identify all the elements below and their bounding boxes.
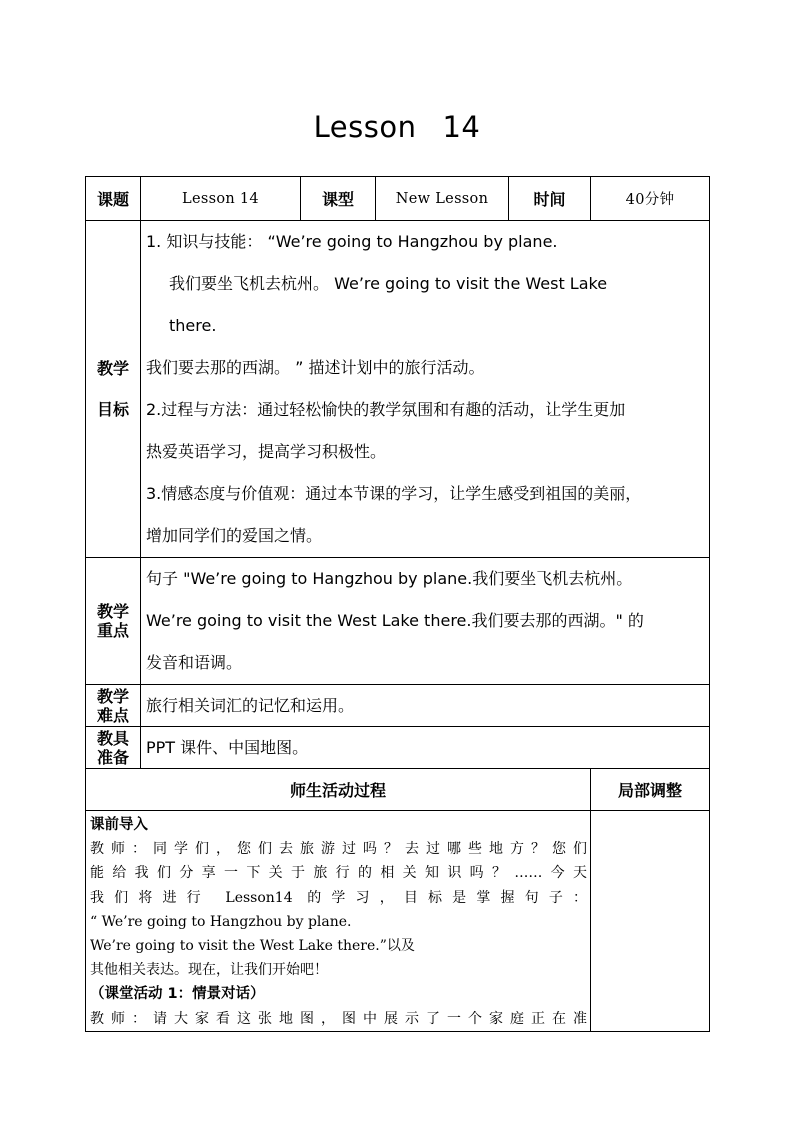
objectives-content (141, 221, 710, 558)
process-header-row (86, 769, 710, 811)
process-line-6: 其他相关表达。现在，让我们开始吧！ (90, 962, 328, 979)
process-header: 师生活动过程 (86, 769, 591, 811)
materials-text: PPT 课件、中国地图。 (141, 727, 710, 769)
lesson-plan-table (85, 176, 710, 1032)
objectives-line-3: there. (169, 316, 217, 335)
key-points-label-2: 重点 (96, 621, 129, 640)
process-heading: 课前导入 (90, 817, 148, 833)
title-word: Lesson (313, 110, 417, 144)
process-content (86, 811, 591, 1032)
objectives-line-5: 2.过程与方法：通过轻松愉快的教学氛围和有趣的活动，让学生更加 (146, 400, 626, 419)
type-value: New Lesson (376, 177, 509, 221)
objectives-label (86, 221, 141, 558)
key-points-label (86, 558, 141, 685)
objectives-line-6: 热爱英语学习，提高学习积极性。 (146, 442, 387, 461)
process-row (86, 811, 710, 1032)
materials-row (86, 727, 710, 769)
key-points-line-2: We’re going to visit the West Lake there.我们要去那的西湖。" 的 (146, 611, 644, 630)
process-line-7: 教师：请大家看这张地图，图中展示了一个家庭正在准 (90, 1010, 587, 1027)
process-line-5: We’re going to visit the West Lake there.”以及 (90, 938, 415, 955)
process-line-1: 教师：同学们，您们去旅游过吗？去过哪些地方？您们 (90, 841, 587, 858)
difficulties-label-1: 教学 (96, 686, 129, 706)
difficulties-label (86, 685, 141, 727)
difficulties-text: 旅行相关词汇的记忆和运用。 (141, 685, 710, 727)
objectives-line-1: 1. 知识与技能： “We’re going to Hangzhou by plane. (146, 232, 558, 251)
key-points-row (86, 558, 710, 685)
objectives-label-1: 教学 (96, 359, 129, 378)
materials-label-1: 教具 (96, 728, 129, 748)
key-points-label-1: 教学 (96, 602, 129, 621)
process-line-3: 我们将进行 Lesson14 的学习，目标是掌握句子： (90, 889, 587, 906)
process-line-2: 能给我们分享一下关于旅行的相关知识吗？……今天 (90, 865, 587, 882)
adjustment-header: 局部调整 (591, 769, 710, 811)
topic-label: 课题 (86, 177, 141, 221)
time-value: 40分钟 (591, 177, 710, 221)
page-title (0, 110, 794, 144)
difficulties-row (86, 685, 710, 727)
info-row (86, 177, 710, 221)
title-number: 14 (442, 110, 481, 144)
objectives-label-2: 目标 (96, 400, 129, 419)
key-points-line-1: 句子 "We’re going to Hangzhou by plane.我们要坐飞机去杭州。 (146, 569, 633, 588)
materials-label (86, 727, 141, 769)
objectives-line-2: 我们要坐飞机去杭州。 We’re going to visit the West Lake (169, 274, 608, 293)
difficulties-label-2: 难点 (96, 705, 129, 725)
objectives-line-4: 我们要去那的西湖。 ” 描述计划中的旅行活动。 (146, 358, 485, 377)
topic-value: Lesson 14 (141, 177, 301, 221)
process-activity-heading: （课堂活动 1：情景对话） (90, 986, 265, 1003)
key-points-line-3: 发音和语调。 (146, 653, 243, 672)
time-label: 时间 (509, 177, 591, 221)
process-line-4: “ We’re going to Hangzhou by plane. (90, 913, 352, 930)
adjustment-cell (591, 811, 710, 1032)
type-label: 课型 (301, 177, 376, 221)
objectives-line-7: 3.情感态度与价值观：通过本节课的学习，让学生感受到祖国的美丽， (146, 484, 642, 503)
materials-label-2: 准备 (96, 747, 129, 767)
objectives-row (86, 221, 710, 558)
key-points-content (141, 558, 710, 685)
objectives-line-8: 增加同学们的爱国之情。 (146, 526, 323, 545)
